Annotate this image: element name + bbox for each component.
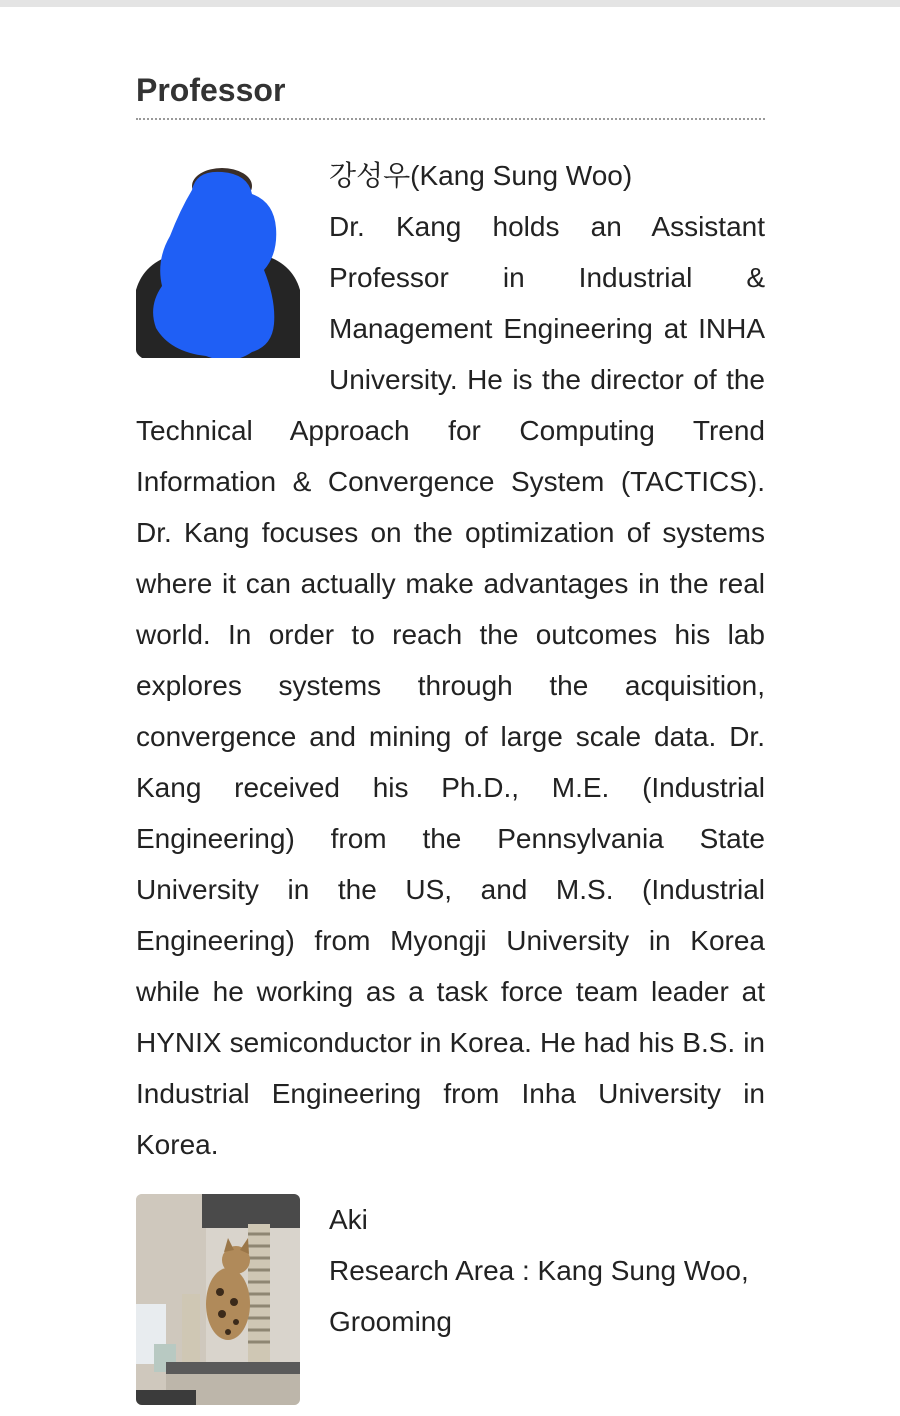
- professor-photo: [136, 150, 300, 358]
- member-research-area-cont: Grooming: [329, 1306, 452, 1337]
- member-info: [329, 1194, 769, 1347]
- professor-bio-text: Dr. Kang holds an Assistant Professor in Industrial & Management Engineering at INHA University. He is the director of the Technical Approach for Computing Trend Information & Convergence System (TACTICS). Dr. Kang focuses on the optimization of systems where it can actually make advantages in the real world. In order to reach the outcomes his lab explores systems through the acquisition, convergence and mining of large scale data. Dr. Kang received his Ph.D., M.E. (Industrial Engineering) from the Pennsylvania State University in the US, and M.S. (Industrial Engineering) from Myongji University in Korea while he working as a task force team leader at HYNIX semiconductor in Korea. He had his B.S. in Industrial Engineering from Inha University in Korea.: [136, 211, 765, 1160]
- professor-photo-image: [136, 150, 300, 358]
- top-bar: [0, 0, 900, 7]
- member-name: Aki: [329, 1204, 368, 1235]
- professor-profile: [136, 150, 765, 1170]
- member-research-area: Research Area : Kang Sung Woo,: [329, 1255, 749, 1286]
- member-photo: [136, 1194, 300, 1405]
- section-title: Professor: [136, 72, 286, 108]
- section-divider: [136, 118, 765, 120]
- member-photo-image: [136, 1194, 300, 1405]
- professor-name: 강성우(Kang Sung Woo): [329, 160, 633, 191]
